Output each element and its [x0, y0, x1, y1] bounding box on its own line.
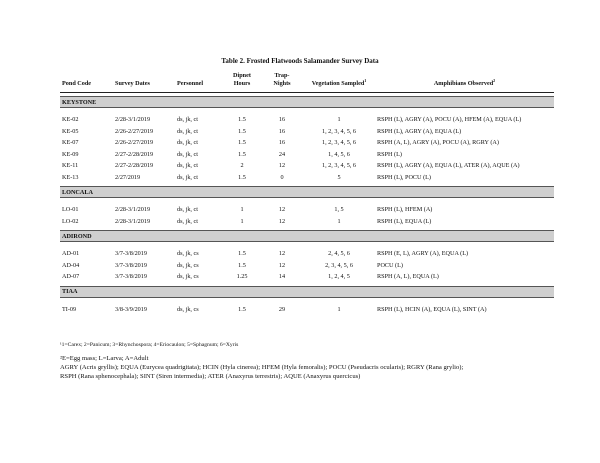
cell-vegetation-sampled: 1, 2, 3, 4, 5, 6 [321, 127, 357, 135]
cell-pond-code: KE-02 [62, 116, 79, 124]
cell-amphibians-observed: RSPH (L), POCU (L) [377, 173, 431, 181]
cell-survey-dates: 2/26-2/27/2019 [115, 139, 154, 147]
cell-amphibians-observed: RSPH (L), AGRY (A), POCU (A), HFEM (A), EQUA (L) [377, 116, 522, 124]
cell-dipnet-hours: 1.5 [238, 127, 246, 135]
cell-personnel: ds, jk, ct [177, 127, 198, 135]
cell-pond-code: KE-05 [62, 127, 79, 135]
footnote-species-codes-1: AGRY (Acris gryllis); EQUA (Eurycea quadrigitata); HCIN (Hyla cinerea); HFEM (Hyla femoralis); POCU (Pseudacris ocularis); RGRY (Rana grylio); [60, 364, 464, 371]
cell-pond-code: KE-13 [62, 173, 79, 181]
table-row [60, 172, 554, 184]
cell-personnel: ds, jk, cs [177, 250, 199, 258]
table-row [60, 137, 554, 149]
cell-survey-dates: 2/27-2/28/2019 [115, 162, 154, 170]
cell-personnel: ds, jk, ct [177, 173, 198, 181]
section-name: ADIROND [60, 231, 554, 242]
cell-trap-nights: 0 [280, 173, 284, 181]
cell-personnel: ds, jk, cs [177, 261, 199, 269]
cell-pond-code: LO-01 [62, 206, 79, 214]
cell-vegetation-sampled: 1, 2, 3, 4, 5, 6 [321, 162, 357, 170]
table-row [60, 126, 554, 138]
table-row [60, 260, 554, 272]
table-title: Table 2. Frosted Flatwoods Salamander Survey Data [221, 57, 379, 65]
table-row [60, 160, 554, 172]
cell-personnel: ds, jk, ct [177, 116, 198, 124]
cell-dipnet-hours: 1.5 [238, 250, 246, 258]
footnotes [60, 341, 560, 381]
cell-personnel: ds, jk, cs [177, 305, 199, 313]
header-trap-nights [261, 72, 303, 93]
section-name: LONCALA [60, 187, 554, 198]
cell-trap-nights: 12 [278, 206, 286, 214]
cell-vegetation-sampled: 2, 3, 4, 5, 6 [325, 261, 353, 269]
table-row [60, 216, 554, 228]
cell-pond-code: AD-01 [62, 250, 80, 258]
cell-personnel: ds, jk, ct [177, 206, 198, 214]
header-amphibians-footnote-mark: 2 [493, 77, 496, 83]
cell-personnel: ds, jk, ct [177, 162, 198, 170]
cell-pond-code: KE-07 [62, 139, 79, 147]
cell-trap-nights: 12 [278, 162, 286, 170]
table-row [60, 271, 554, 283]
cell-trap-nights: 16 [278, 127, 286, 135]
cell-dipnet-hours: 1.5 [238, 173, 246, 181]
cell-trap-nights: 12 [278, 217, 286, 225]
table-row [60, 304, 554, 316]
cell-amphibians-observed: RSPH (L) [377, 150, 402, 158]
cell-amphibians-observed: RSPH (A, L), AGRY (A), POCU (A), RGRY (A) [377, 139, 499, 147]
cell-vegetation-sampled: 1 [337, 217, 341, 225]
cell-vegetation-sampled: 5 [337, 173, 341, 181]
cell-survey-dates: 3/7-3/8/2019 [115, 250, 147, 258]
cell-dipnet-hours: 1 [240, 217, 244, 225]
cell-survey-dates: 2/28-3/1/2019 [115, 116, 151, 124]
cell-vegetation-sampled: 1, 5 [334, 206, 344, 214]
section-header-row [60, 187, 554, 198]
cell-personnel: ds, jk, ct [177, 139, 198, 147]
cell-amphibians-observed: RSPH (L), AGRY (A), EQUA (L), ATER (A), AQUE (A) [377, 162, 520, 170]
table-row [60, 149, 554, 161]
cell-survey-dates: 2/26-2/27/2019 [115, 127, 154, 135]
cell-pond-code: KE-11 [62, 162, 79, 170]
survey-data-table [60, 72, 554, 315]
header-row [60, 72, 554, 93]
table-body [60, 93, 554, 316]
header-amphibians-text: Amphibians Observed [433, 80, 494, 87]
header-dipnet-hours [223, 72, 261, 93]
cell-dipnet-hours: 1.25 [236, 273, 248, 281]
cell-dipnet-hours: 2 [240, 162, 244, 170]
cell-vegetation-sampled: 1 [337, 305, 341, 313]
cell-trap-nights: 14 [278, 273, 286, 281]
cell-pond-code: AD-04 [62, 261, 80, 269]
cell-vegetation-sampled: 1 [337, 116, 341, 124]
cell-trap-nights: 12 [278, 250, 286, 258]
cell-dipnet-hours: 1.5 [238, 150, 246, 158]
table-row [60, 248, 554, 260]
header-trap-nights-text: Trap-Nights [273, 72, 291, 87]
section-name: TIAA [60, 286, 554, 297]
cell-dipnet-hours: 1 [240, 206, 244, 214]
cell-survey-dates: 3/7-3/8/2019 [115, 261, 147, 269]
footnote-vegetation: ¹1=Carex; 2=Panicum; 3=Rhynchospora; 4=Eriocaulon; 5=Sphagnum; 6=Xyris [60, 342, 239, 348]
cell-survey-dates: 3/8-3/9/2019 [115, 305, 147, 313]
cell-dipnet-hours: 1.5 [238, 261, 246, 269]
cell-vegetation-sampled: 1, 4, 5, 6 [328, 150, 350, 158]
section-header-row [60, 286, 554, 297]
header-vegetation-sampled [303, 72, 375, 93]
table-row [60, 204, 554, 216]
header-dipnet-hours-text: Dipnet Hours [233, 72, 251, 87]
cell-dipnet-hours: 1.5 [238, 116, 246, 124]
header-vegetation-footnote-mark: 1 [364, 77, 367, 83]
cell-vegetation-sampled: 2, 4, 5, 6 [328, 250, 350, 258]
cell-pond-code: AD-07 [62, 273, 80, 281]
cell-trap-nights: 16 [278, 116, 286, 124]
cell-trap-nights: 12 [278, 261, 286, 269]
cell-vegetation-sampled: 1, 2, 3, 4, 5, 6 [321, 139, 357, 147]
cell-amphibians-observed: POCU (L) [377, 261, 403, 269]
cell-trap-nights: 29 [278, 305, 286, 313]
cell-vegetation-sampled: 1, 2, 4, 5 [328, 273, 350, 281]
cell-pond-code: TI-09 [62, 305, 77, 313]
cell-pond-code: LO-02 [62, 217, 79, 225]
section-header-row [60, 97, 554, 108]
section-header-row [60, 231, 554, 242]
cell-amphibians-observed: RSPH (A, L), EQUA (L) [377, 273, 439, 281]
header-survey-dates: Survey Dates [113, 72, 175, 93]
header-vegetation-text: Vegetation Sampled [311, 80, 365, 87]
cell-amphibians-observed: RSPH (L), EQUA (L) [377, 217, 432, 225]
header-personnel: Personnel [175, 72, 223, 93]
cell-amphibians-observed: RSPH (L), AGRY (A), EQUA (L) [377, 127, 462, 135]
cell-survey-dates: 2/28-3/1/2019 [115, 206, 151, 214]
cell-trap-nights: 16 [278, 139, 286, 147]
cell-amphibians-observed: RSPH (L), HFEM (A) [377, 206, 433, 214]
cell-survey-dates: 2/27-2/28/2019 [115, 150, 154, 158]
header-amphibians-observed [375, 72, 554, 93]
cell-survey-dates: 2/28-3/1/2019 [115, 217, 151, 225]
header-pond-code: Pond Code [60, 72, 113, 93]
cell-survey-dates: 3/7-3/8/2019 [115, 273, 147, 281]
footnote-species-codes-2: RSPH (Rana sphenocephala); SINT (Siren intermedia); ATER (Anaxyrus terrestris); AQUE (Anaxyrus quercicus) [60, 373, 361, 380]
cell-pond-code: KE-09 [62, 150, 79, 158]
cell-personnel: ds, jk, ct [177, 150, 198, 158]
cell-trap-nights: 24 [278, 150, 286, 158]
table-row [60, 114, 554, 126]
cell-amphibians-observed: RSPH (E, L), AGRY (A), EQUA (L) [377, 250, 469, 258]
cell-personnel: ds, jk, cs [177, 273, 199, 281]
footnote-life-stage: ²E=Egg mass; L=Larva; A=Adult [60, 355, 149, 362]
cell-dipnet-hours: 1.5 [238, 305, 246, 313]
cell-dipnet-hours: 1.5 [238, 139, 246, 147]
cell-amphibians-observed: RSPH (L), HCIN (A), EQUA (L), SINT (A) [377, 305, 487, 313]
cell-survey-dates: 2/27/2019 [115, 173, 141, 181]
cell-personnel: ds, jk, ct [177, 217, 198, 225]
section-name: KEYSTONE [60, 97, 554, 108]
